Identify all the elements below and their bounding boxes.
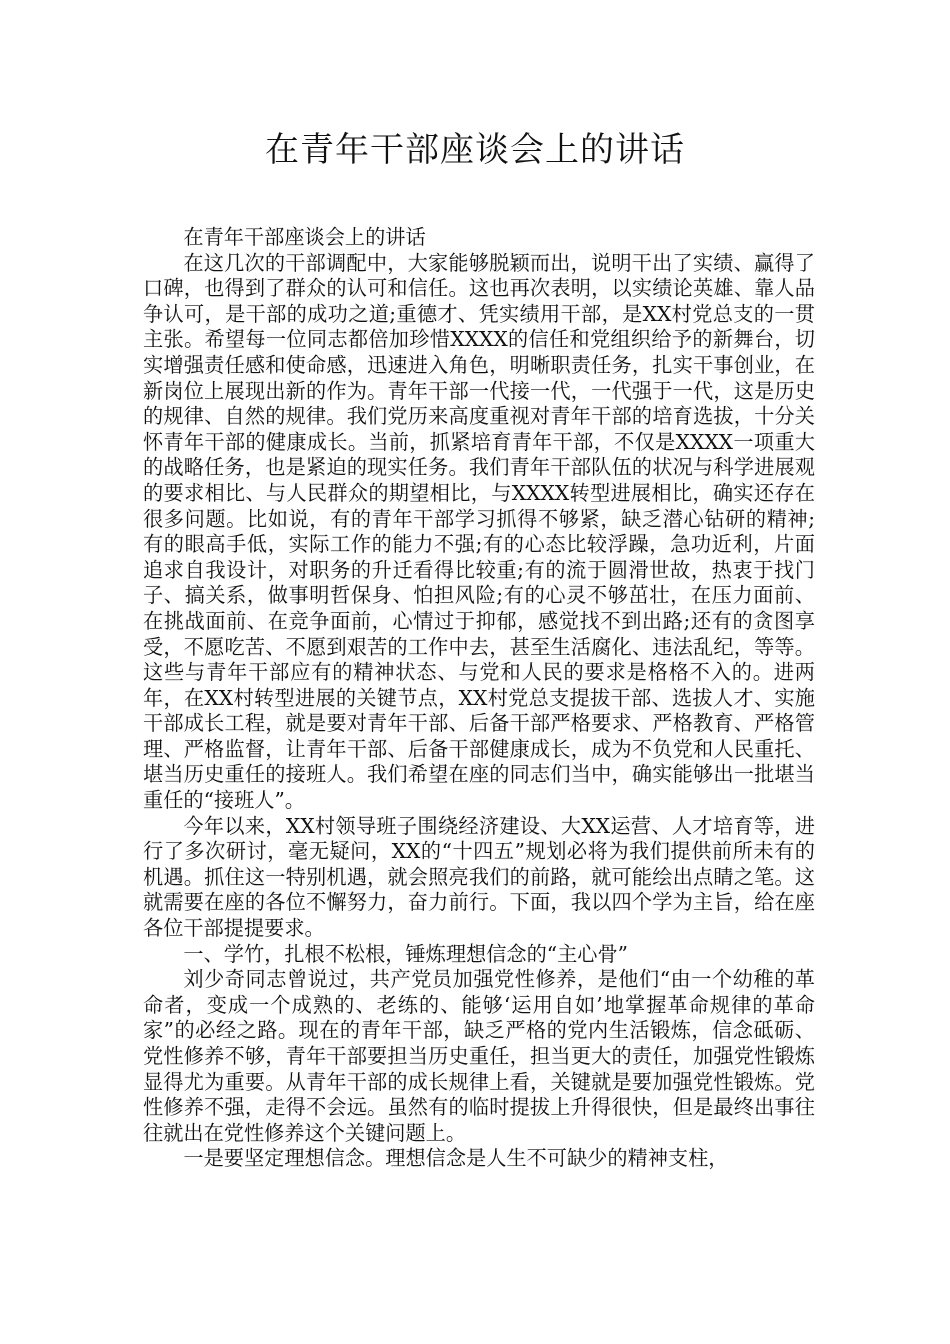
paragraph: 一是要坚定理想信念。理想信念是人生不可缺少的精神支柱，	[183, 1146, 729, 1171]
paragraph: 刘少奇同志曾说过，共产党员加强党性修养，是他们“由一个幼稚的革命者，变成一个成熟的、老练的、能够‘运用自如’地掌握革命规律的革命家”的必经之路。现在的青年干部，缺乏严格的党内生活锻炼，信念砥砺、党性修养不够，青年干部要担当历史重任，担当更大的责任，加强党性锻炼显得尤为重要。从青年干部的成长规律上看，关键就是要加强党性锻炼。党性修养不强，走得不会远。虽然有的临时提拔上升得很快，但是最终出事往往就出在党性修养这个关键问题上。	[143, 967, 815, 1145]
paragraph: 在这几次的干部调配中，大家能够脱颖而出，说明干出了实绩、赢得了口碑，也得到了群众的认可和信任。这也再次表明，以实绩论英雄、靠人品争认可，是干部的成功之道;重德才、凭实绩用干部，是XX村党总支的一贯主张。希望每一位同志都倍加珍惜XXXX的信任和党组织给予的新舞台，切实增强责任感和使命感，迅速进入角色，明晰职责任务，扎实干事创业，在新岗位上展现出新的作为。青年干部一代接一代，一代强于一代，这是历史的规律、自然的规律。我们党历来高度重视对青年干部的培育选拔，十分关怀青年干部的健康成长。当前，抓紧培育青年干部，不仅是XXXX一项重大的战略任务，也是紧迫的现实任务。我们青年干部队伍的状况与科学进展观的要求相比、与人民群众的期望相比，与XXXX转型进展相比，确实还存在很多问题。比如说，有的青年干部学习抓得不够紧，缺乏潜心钻研的精神;有的眼高手低，实际工作的能力不强;有的心态比较浮躁，急功近利，片面追求自我设计，对职务的升迁看得比较重;有的流于圆滑世故，热衷于找门子、搞关系，做事明哲保身、怕担风险;有的心灵不够茁壮，在压力面前、在挑战面前、在竞争面前，心情过于抑郁，感觉找不到出路;还有的贪图享受，不愿吃苦、不愿到艰苦的工作中去，甚至生活腐化、违法乱纪，等等。这些与青年干部应有的精神状态、与党和人民的要求是格格不入的。进两年，在XX村转型进展的关键节点，XX村党总支提拔干部、选拔人才、实施干部成长工程，就是要对青年干部、后备干部严格要求、严格教育、严格管理、严格监督，让青年干部、后备干部健康成长，成为不负党和人民重托、堪当历史重任的接班人。我们希望在座的同志们当中，确实能够出一批堪当重任的“接班人”。	[143, 250, 815, 813]
paragraph: 今年以来，XX村领导班子围绕经济建设、大XX运营、人才培育等，进行了多次研讨，毫无疑问，XX的“十四五”规划必将为我们提供前所未有的机遇。抓住这一特别机遇，就会照亮我们的前路，就可能绘出点睛之笔。这就需要在座的各位不懈努力，奋力前行。下面，我以四个学为主旨，给在座各位干部提提要求。	[143, 813, 815, 941]
paragraph-subtitle: 在青年干部座谈会上的讲话	[183, 225, 426, 249]
document-title: 在青年干部座谈会上的讲话	[265, 130, 685, 170]
document-body	[143, 225, 815, 1172]
section-heading: 一、学竹，扎根不松根，锤炼理想信念的“主心骨”	[183, 941, 628, 966]
